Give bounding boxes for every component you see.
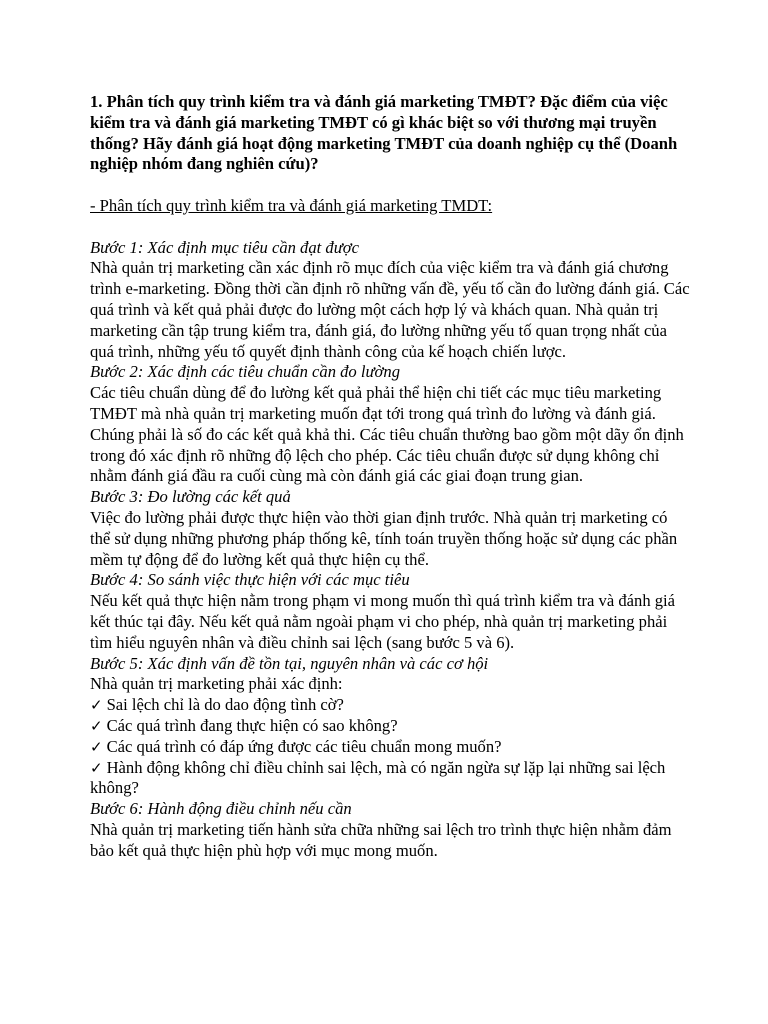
checklist-text: Sai lệch chỉ là do dao động tình cờ?	[106, 695, 344, 715]
step-paragraph: Nếu kết quả thực hiện nằm trong phạm vi mong muốn thì quá trình kiểm tra và đánh giá kết thúc tại đây. Nếu kết quả nằm ngoài phạm vi cho phép, nhà quản trị marketing phải tìm hiểu nguyên nhân và điều chỉnh sai lệch (sang bước 5 và 6).	[90, 591, 676, 652]
step-title: Bước 5: Xác định vấn đề tồn tại, nguyên nhân và các cơ hội	[90, 653, 489, 673]
checkmark-icon: ✓	[90, 758, 103, 777]
question-heading: 1. Phân tích quy trình kiểm tra và đánh giá marketing TMĐT? Đặc điểm của việc kiểm tra và đánh giá marketing TMĐT có gì khác biệt so với thương mại truyền thống? Hãy đánh giá hoạt động marketing TMĐT của doanh nghiệp cụ thể (Doanh nghiệp nhóm đang nghiên cứu)?	[90, 92, 678, 174]
document-page	[90, 92, 690, 861]
step-paragraph: Các tiêu chuẩn dùng để đo lường kết quả phải thể hiện chi tiết các mục tiêu marketing TMĐT mà nhà quản trị marketing muốn đạt tới trong quá trình đo lường và đánh giá.	[90, 383, 662, 423]
blank-line	[90, 175, 690, 196]
step-title: Bước 4: So sánh việc thực hiện với các mục tiêu	[90, 570, 410, 590]
step-paragraph: Chúng phải là số đo các kết quả khả thi. Các tiêu chuẩn thường bao gồm một dãy ổn định trong đó xác định rõ những độ lệch cho phép. Các tiêu chuẩn được sử dụng không chỉ nhằm đánh giá đầu ra cuối cùng mà còn đánh giá các giai đoạn trung gian.	[90, 424, 684, 486]
checkmark-icon: ✓	[90, 696, 103, 715]
step-4	[90, 570, 690, 653]
step-title: Bước 6: Hành động điều chỉnh nếu cần	[90, 799, 352, 819]
step-3	[90, 487, 690, 570]
step-5	[90, 654, 690, 800]
step-paragraph: Nhà quản trị marketing cần xác định rõ mục đích của việc kiểm tra và đánh giá chương trình e-marketing. Đồng thời cần định rõ những vấn đề, yếu tố cần đo lường đánh giá. Các quá trình và kết quả phải được đo lường một cách hợp lý và khách quan. Nhà quản trị marketing cần tập trung kiểm tra, đánh giá, đo lường những yếu tố quan trọng nhất của quá trình, những yếu tố quyết định thành công của kế hoạch chiến lược.	[90, 258, 690, 361]
step-1	[90, 238, 690, 363]
step-paragraph: Nhà quản trị marketing tiến hành sửa chữa những sai lệch tro trình thực hiện nhằm đảm bảo kết quả thực hiện phù hợp với mục mong muốn.	[90, 819, 672, 860]
step-title: Bước 1: Xác định mục tiêu cần đạt được	[90, 237, 359, 257]
checkmark-icon: ✓	[90, 737, 103, 756]
checklist-text: Các quá trình có đáp ứng được các tiêu chuẩn mong muốn?	[106, 736, 502, 756]
checkmark-icon: ✓	[90, 716, 103, 735]
step-2	[90, 362, 690, 487]
checklist-item	[90, 737, 690, 758]
section-title: - Phân tích quy trình kiểm tra và đánh giá marketing TMDT:	[90, 195, 493, 215]
blank-line	[90, 217, 690, 238]
checklist-item	[90, 716, 690, 737]
step-title: Bước 3: Đo lường các kết quả	[90, 487, 291, 507]
checklist-item	[90, 695, 690, 716]
step-paragraph: Việc đo lường phải được thực hiện vào thời gian định trước. Nhà quản trị marketing có thể sử dụng những phương pháp thống kê, tính toán truyền thống hoặc sử dụng các phần mềm tự động để đo lường kết quả thực hiện cụ thể.	[90, 507, 678, 569]
checklist-text: Các quá trình đang thực hiện có sao không?	[106, 715, 398, 735]
checklist-text: Hành động không chỉ điều chỉnh sai lệch, mà có ngăn ngừa sự lặp lại những sai lệch không?	[90, 757, 666, 798]
step-title: Bước 2: Xác định các tiêu chuẩn cần đo lường	[90, 362, 400, 382]
step-paragraph: Nhà quản trị marketing phải xác định:	[90, 674, 343, 694]
checklist-item	[90, 758, 690, 800]
step-6	[90, 799, 690, 861]
